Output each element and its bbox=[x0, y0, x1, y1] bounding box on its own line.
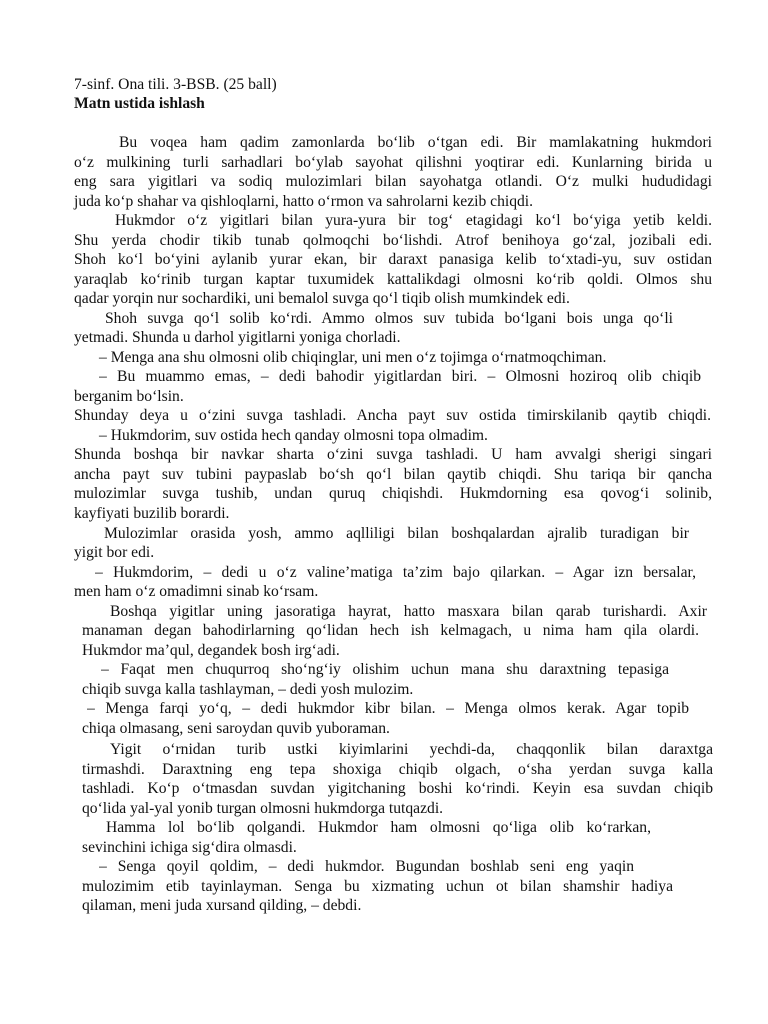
text-line: juda ko‘p shahar va qishloqlarni, hatto o‘rmon va sahrolarni kezib chiqdi. bbox=[74, 193, 534, 210]
text-line: qadar yorqin nur sochardiki, uni bemalol suvga qo‘l tiqib olish mumkindek edi. bbox=[74, 290, 570, 307]
text-line: qilaman, meni juda xursand qilding, – debdi. bbox=[82, 897, 362, 914]
text-line: Shoh ko‘l bo‘yini aylanib yurar ekan, bir daraxt panasiga kelib to‘xtadi-yu, suv ostidan bbox=[74, 251, 712, 268]
text-line: berganim bo‘lsin. bbox=[74, 388, 184, 405]
text-line: Shunday deya u o‘zini suvga tashladi. Ancha payt suv ostida timirskilanib qaytib chiqdi. bbox=[74, 407, 711, 424]
text-line: mulozimlar suvga tushib, undan quruq chiqishdi. Hukmdorning esa qovog‘i solinib, bbox=[74, 485, 712, 502]
text-line: – Menga farqi yo‘q, – dedi hukmdor kibr bilan. – Menga olmos kerak. Agar topib bbox=[87, 700, 689, 717]
text-line: Boshqa yigitlar uning jasoratiga hayrat, hatto masxara bilan qarab turishardi. Axir bbox=[110, 603, 707, 620]
text-line: o‘z mulkining turli sarhadlari bo‘ylab sayohat qilishni yoqtirar edi. Kunlarning birida u bbox=[74, 154, 712, 171]
text-line: chiqib suvga kalla tashlayman, – dedi yosh mulozim. bbox=[82, 681, 414, 698]
text-line: – Bu muammo emas, – dedi bahodir yigitlardan biri. – Olmosni hoziroq olib chiqib bbox=[99, 368, 701, 385]
text-line: tashladi. Ko‘p o‘tmasdan suvdan yigitchaning boshi ko‘rindi. Keyin esa suvdan chiqib bbox=[82, 780, 713, 797]
document-subtitle: 7-sinf. Ona tili. 3-BSB. (25 ball) bbox=[74, 76, 277, 93]
text-line: men ham o‘z omadimni sinab ko‘rsam. bbox=[74, 583, 319, 600]
text-line: tirmashdi. Daraxtning eng tepa shoxiga chiqib olgach, o‘sha yerdan suvga kalla bbox=[82, 761, 713, 778]
text-line: Shunda boshqa bir navkar sharta o‘zini suvga tashladi. U ham avvalgi sherigi singari bbox=[74, 446, 712, 463]
document-title: Matn ustida ishlash bbox=[74, 95, 205, 112]
text-line: Yigit o‘rnidan turib ustki kiyimlarini yechdi-da, chaqqonlik bilan daraxtga bbox=[110, 741, 713, 758]
text-line: – Hukmdorim, – dedi u o‘z valine’matiga ta’zim bajo qilarkan. – Agar izn bersalar, bbox=[95, 564, 696, 581]
text-line: Shoh suvga qo‘l solib ko‘rdi. Ammo olmos suv tubida bo‘lgani bois unga qo‘li bbox=[105, 310, 673, 327]
text-line: – Faqat men chuqurroq sho‘ng‘iy olishim uchun mana shu daraxtning tepasiga bbox=[101, 661, 669, 678]
text-line: – Menga ana shu olmosni olib chiqinglar, uni men o‘z tojimga o‘rnatmoqchiman. bbox=[99, 349, 607, 366]
text-line: Hukmdor ma’qul, degandek bosh irg‘adi. bbox=[82, 642, 340, 659]
text-line: ancha payt suv tubini paypaslab bo‘sh qo‘l bilan qaytib chiqdi. Shu tariqa bir qancha bbox=[74, 466, 712, 483]
text-line: mulozimim etib tayinlayman. Senga bu xizmating uchun ot bilan shamshir hadiya bbox=[82, 878, 673, 895]
text-line: yaraqlab ko‘rinib turgan kaptar tuxumidek kattalikdagi olmosni ko‘rib qoldi. Olmos shu bbox=[74, 271, 712, 288]
text-line: Hukmdor o‘z yigitlari bilan yura-yura bir tog‘ etagidagi ko‘l bo‘yiga yetib keldi. bbox=[115, 212, 712, 229]
text-line: sevinchini ichiga sig‘dira olmasdi. bbox=[82, 839, 297, 856]
text-line: qo‘lida yal-yal yonib turgan olmosni hukmdorga tutqazdi. bbox=[82, 800, 444, 817]
text-line: Bu voqea ham qadim zamonlarda bo‘lib o‘tgan edi. Bir mamlakatning hukmdori bbox=[119, 134, 712, 151]
text-line: yigit bor edi. bbox=[74, 544, 155, 561]
text-line: kayfiyati buzilib borardi. bbox=[74, 505, 230, 522]
text-line: Shu yerda chodir tikib tunab qolmoqchi bo‘lishdi. Atrof benihoya go‘zal, jozibali edi. bbox=[74, 232, 712, 249]
text-line: eng sara yigitlari va sodiq mulozimlari bilan sayohatga otlandi. O‘z mulki hududidagi bbox=[74, 173, 712, 190]
text-line: yetmadi. Shunda u darhol yigitlarni yoniga chorladi. bbox=[74, 329, 401, 346]
text-line: – Hukmdorim, suv ostida hech qanday olmosni topa olmadim. bbox=[99, 427, 488, 444]
text-line: Hamma lol bo‘lib qolgandi. Hukmdor ham olmosni qo‘liga olib ko‘rarkan, bbox=[106, 819, 651, 836]
text-line: manaman degan bahodirlarning qo‘lidan hech ish kelmagach, u nima ham qila olardi. bbox=[82, 622, 699, 639]
text-line: Mulozimlar orasida yosh, ammo aqlliligi bilan boshqalardan ajralib turadigan bir bbox=[104, 525, 689, 542]
text-line: – Senga qoyil qoldim, – dedi hukmdor. Bugundan boshlab seni eng yaqin bbox=[99, 858, 634, 875]
text-line: chiqa olmasang, seni saroydan quvib yuboraman. bbox=[82, 720, 390, 737]
